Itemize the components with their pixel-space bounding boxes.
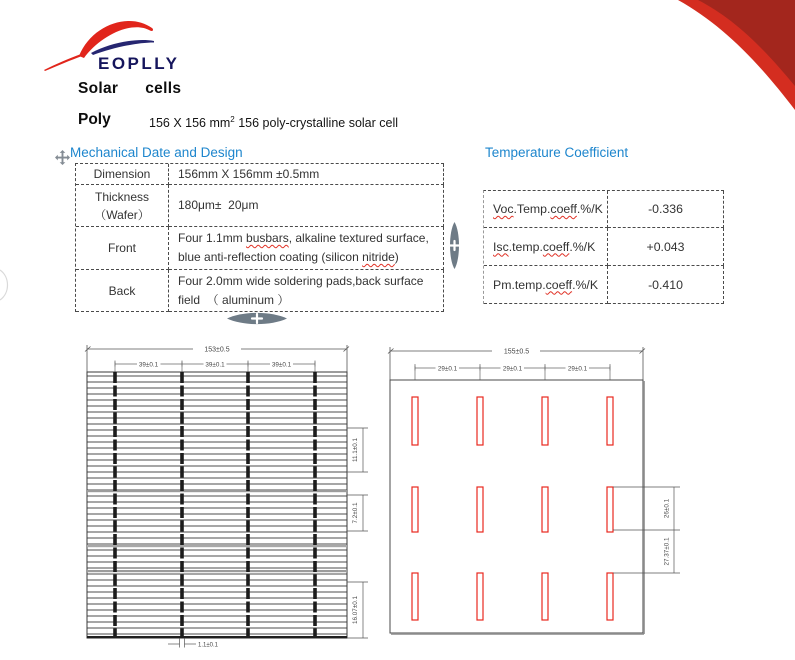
- front-pitch-label-2: 39±0.1: [271, 361, 292, 369]
- logo-red-crescent: [79, 21, 153, 58]
- mech-front-value: Four 1.1mm busbars, alkaline textured surface, blue anti-reflection coating (silicon nitride): [169, 227, 444, 270]
- logo-wordmark: EOPLLY: [98, 54, 180, 73]
- mechanical-heading: Mechanical Date and Design: [70, 145, 243, 160]
- logo-blue-swoosh: [91, 40, 154, 55]
- temp-isc-label: Isc.temp.coeff.%/K: [484, 228, 608, 266]
- mech-front-label: Front: [76, 227, 169, 270]
- mech-thickness-label: Thickness （Wafer）: [76, 185, 169, 227]
- mech-thickness-value: 180μm± 20μm: [169, 185, 444, 227]
- product-word-solar: Solar: [78, 80, 119, 97]
- temp-voc-label: Voc.Temp.coeff.%/K: [484, 191, 608, 228]
- front-busbar-width-dim: [168, 638, 196, 648]
- back-pitch-label-1: 29±0.1: [502, 365, 523, 373]
- corner-ribbon-decoration: [635, 0, 795, 115]
- temp-isc-value: +0.043: [608, 228, 724, 266]
- front-right-dim-1: 7.2±0.1: [352, 502, 359, 524]
- spec-superscript: 2: [230, 115, 235, 124]
- mech-back-value: Four 2.0mm wide soldering pads,back surface field （ aluminum ）: [169, 270, 444, 312]
- back-overall-dim-label: 155±0.5: [503, 348, 530, 356]
- mech-back-label: Back: [76, 270, 169, 312]
- temp-pm-value: -0.410: [608, 266, 724, 304]
- series-title: Poly: [78, 111, 111, 128]
- eoplly-logo: [40, 12, 200, 76]
- temp-voc-value: -0.336: [608, 191, 724, 228]
- back-view-drawing: [380, 335, 695, 660]
- spec-prefix: 156 X 156 mm: [149, 116, 231, 131]
- front-overall-dim-label: 153±0.5: [204, 346, 230, 354]
- expand-handle-bottom[interactable]: [227, 310, 287, 327]
- product-title: [78, 80, 181, 98]
- mech-dimension-value: 156mm X 156mm ±0.5mm: [169, 164, 444, 185]
- temp-pm-label: Pm.temp.coeff.%/K: [484, 266, 608, 304]
- front-view-drawing: [75, 335, 385, 660]
- front-right-dim-2: 16.07±0.1: [352, 596, 359, 624]
- back-right-dim-1: 27.37±0.1: [663, 537, 671, 566]
- move-icon[interactable]: [55, 150, 70, 165]
- front-right-dim-0: 11.1±0.1: [352, 438, 359, 462]
- front-busbar-width-label: 1.1±0.1: [198, 642, 218, 649]
- mech-dimension-label: Dimension: [76, 164, 169, 185]
- front-cell-body: [87, 372, 347, 638]
- product-word-cells: cells: [145, 80, 182, 97]
- back-right-dim-0: 26±0.1: [663, 498, 671, 519]
- logo-swoosh-tail: [44, 54, 82, 71]
- temperature-table: [483, 190, 724, 304]
- front-pitch-label-1: 39±0.1: [205, 361, 225, 369]
- edge-handle-left[interactable]: [0, 268, 12, 302]
- mechanical-table: [75, 163, 444, 312]
- temperature-heading: Temperature Coefficient: [485, 145, 629, 160]
- back-pitch-label-0: 29±0.1: [437, 365, 458, 373]
- back-pitch-label-2: 29±0.1: [567, 365, 588, 373]
- front-pitch-label-0: 39±0.1: [138, 361, 159, 369]
- expand-handle-right[interactable]: [446, 222, 463, 269]
- spec-suffix: 156 poly-crystalline solar cell: [234, 116, 399, 131]
- back-cell-body: [390, 380, 644, 634]
- spec-line: [149, 115, 398, 130]
